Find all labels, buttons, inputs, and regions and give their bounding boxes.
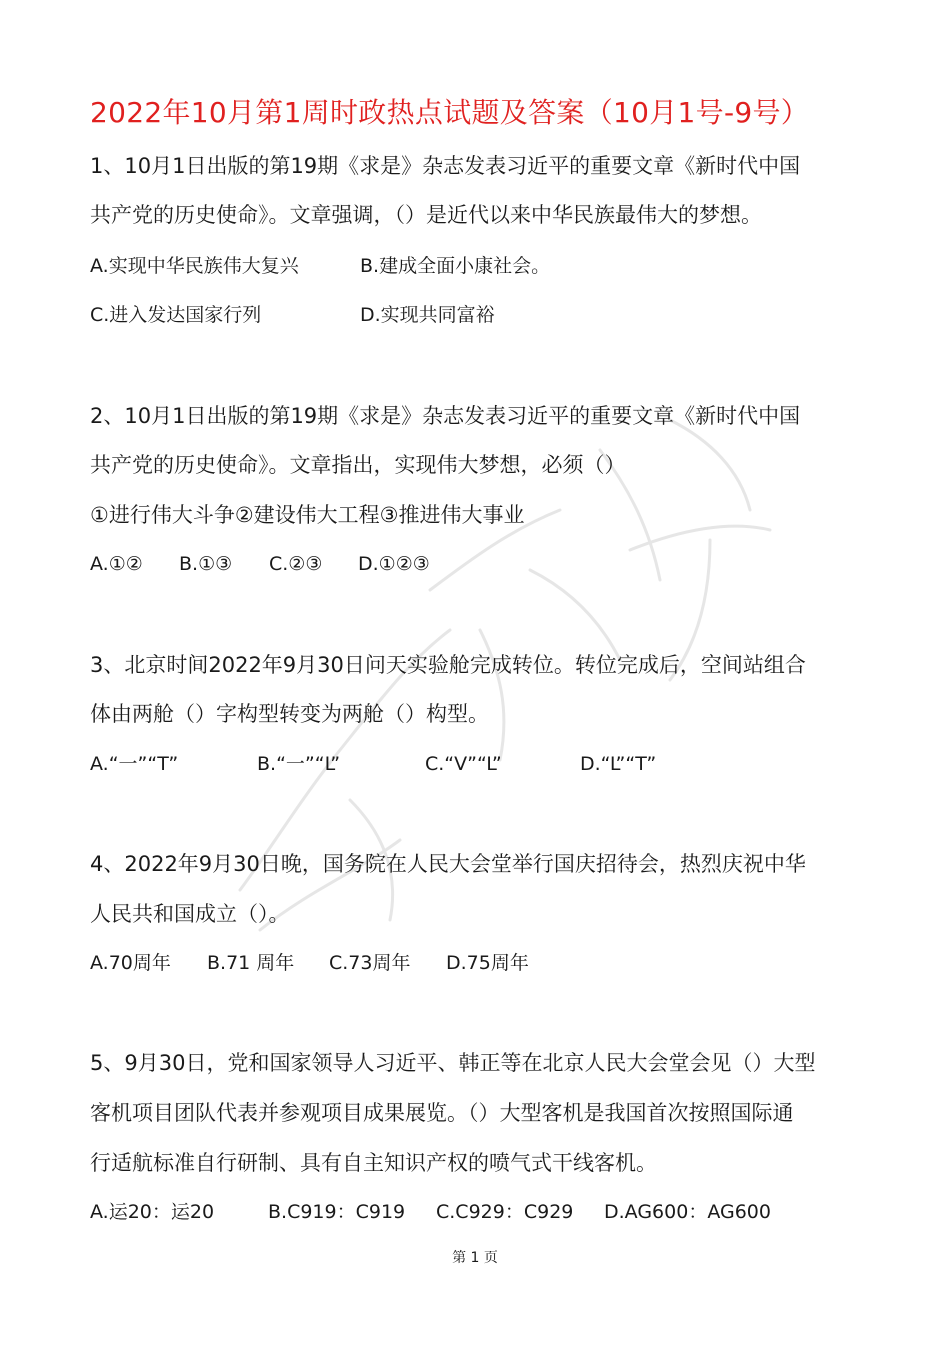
option-a: A.实现中华民族伟大复兴 [90,255,299,277]
option-b: B.C919：C919 [268,1201,406,1223]
option-d: D.①②③ [358,553,430,575]
option-c: C.进入发达国家行列 [90,304,262,326]
question-5-options [90,1198,771,1226]
question-1-line-1: 1、10月1日出版的第19期《求是》杂志发表习近平的重要文章《新时代中国 [90,154,801,178]
question-2-options [90,550,430,578]
option-d: D.AG600：AG600 [604,1201,771,1223]
question-5-line-1: 5、9月30日，党和国家领导人习近平、韩正等在北京人民大会堂会见（）大型 [90,1051,816,1075]
question-4-line-2: 人民共和国成立（）。 [90,902,290,926]
question-5-line-3: 行适航标准自行研制、具有自主知识产权的喷气式干线客机。 [90,1151,657,1175]
question-1-line-2: 共产党的历史使命》。文章强调，（）是近代以来中华民族最伟大的梦想。 [90,203,762,227]
page-number: 第 1 页 [452,1250,498,1266]
question-2-line-2: 共产党的历史使命》。文章指出，实现伟大梦想，必须（） [90,453,626,477]
option-d: D.实现共同富裕 [360,304,495,326]
option-d: D.75周年 [446,952,529,974]
option-c: C.②③ [269,553,323,575]
question-4-line-1: 4、2022年9月30日晚，国务院在人民大会堂举行国庆招待会，热烈庆祝中华 [90,852,806,876]
option-b: B.建成全面小康社会。 [360,255,551,277]
option-d: D.“L”“T” [580,753,657,775]
question-3-line-1: 3、北京时间2022年9月30日问天实验舱完成转位。转位完成后，空间站组合 [90,653,806,677]
page-title: 2022年10月第1周时政热点试题及答案（10月1号-9号） [90,96,810,129]
option-b: B.71 周年 [207,952,295,974]
option-c: C.C929：C929 [436,1201,574,1223]
option-b: B.①③ [179,553,233,575]
question-3-line-2: 体由两舱（）字构型转变为两舱（）构型。 [90,702,489,726]
question-1-options-row-2 [90,301,495,329]
option-c: C.“V”“L” [425,753,502,775]
option-a: A.70周年 [90,952,171,974]
option-a: A.“一”“T” [90,753,179,775]
question-4-options [90,949,529,977]
option-b: B.“一”“L” [257,753,341,775]
option-a: A.运20：运20 [90,1201,215,1223]
option-a: A.①② [90,553,143,575]
question-2-line-1: 2、10月1日出版的第19期《求是》杂志发表习近平的重要文章《新时代中国 [90,404,801,428]
question-1-options-row-1 [90,252,550,280]
question-2-line-3: ①进行伟大斗争②建设伟大工程③推进伟大事业 [90,503,525,527]
question-3-options [90,750,656,778]
option-c: C.73周年 [329,952,411,974]
question-5-line-2: 客机项目团队代表并参观项目成果展览。（）大型客机是我国首次按照国际通 [90,1101,794,1125]
